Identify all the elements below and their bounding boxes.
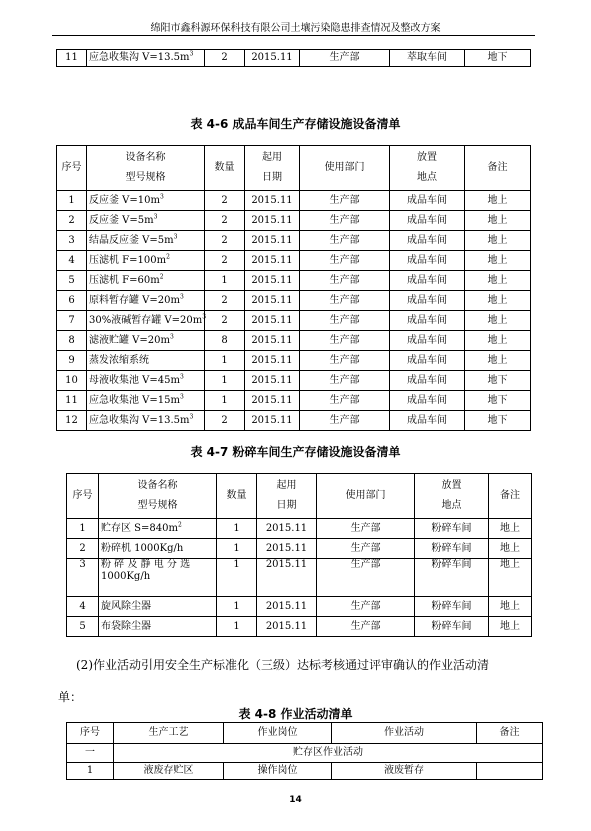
table-row [67,617,532,637]
quantity: 2 [205,231,245,251]
location: 萃取车间 [390,50,465,67]
department: 生产部 [300,50,390,67]
location: 成品车间 [390,331,465,351]
header-post: 作业岗位 [224,723,332,744]
location: 粉碎车间 [415,617,489,637]
note: 地上 [465,351,531,371]
location: 成品车间 [390,291,465,311]
table-row [57,251,531,271]
location: 成品车间 [390,211,465,231]
location: 粉碎车间 [415,597,489,617]
paragraph-line-2: 单： [58,690,83,704]
table-row [57,231,531,251]
equipment-name: 反应釜 $V=5m^3$ [87,211,205,231]
note: 地上 [465,211,531,231]
note: 地上 [465,271,531,291]
location: 成品车间 [390,191,465,211]
note [477,763,543,780]
start-date: 2015.11 [245,251,300,271]
quantity: 2 [205,50,245,67]
table-row [57,311,531,331]
location: 成品车间 [390,231,465,251]
note: 地下 [465,371,531,391]
note: 地上 [465,331,531,351]
equipment-name: 粉 碎 及 静 电 分 选 1000Kg/h [99,559,217,597]
table-row [57,371,531,391]
header-no: 序号 [57,146,87,191]
header-qty: 数量 [205,146,245,191]
start-date: 2015.11 [245,211,300,231]
row-number: 2 [57,211,87,231]
table-row [57,291,531,311]
row-number: 6 [57,291,87,311]
table-row [57,191,531,211]
quantity: 1 [205,391,245,411]
note: 地上 [489,559,532,597]
department: 生产部 [317,617,415,637]
start-date: 2015.11 [257,519,317,539]
process: 液废存贮区 [114,763,224,780]
header-activity: 作业活动 [332,723,477,744]
activity: 液废暂存 [332,763,477,780]
department: 生产部 [300,371,390,391]
quantity: 1 [217,539,257,559]
row-number: 1 [57,191,87,211]
table-row [57,411,531,431]
department: 生产部 [300,251,390,271]
table-4-8 [66,722,543,780]
table-4-7 [66,473,532,637]
equipment-name: 反应釜 $V=10m^3$ [87,191,205,211]
department: 生产部 [317,597,415,617]
top-continuation-table [56,49,531,67]
header-dept: 使用部门 [317,474,415,519]
start-date: 2015.11 [245,351,300,371]
note: 地上 [465,251,531,271]
note: 地上 [489,597,532,617]
table-row [67,597,532,617]
table-row [67,539,532,559]
quantity: 2 [205,251,245,271]
table-4-6-caption: 表 4-6 成品车间生产存储设施设备清单 [190,117,401,131]
note: 地上 [465,311,531,331]
equipment-name: 应急收集沟 $V=13.5m^3$ [87,50,205,67]
start-date: 2015.11 [245,291,300,311]
start-date: 2015.11 [245,311,300,331]
quantity: 2 [205,211,245,231]
row-number: 11 [57,50,87,67]
quantity: 2 [205,191,245,211]
start-date: 2015.11 [245,50,300,67]
start-date: 2015.11 [245,391,300,411]
section-title: 贮存区作业活动 [114,744,543,763]
row-number: 2 [67,539,99,559]
quantity: 1 [217,617,257,637]
department: 生产部 [300,191,390,211]
row-number: 12 [57,411,87,431]
row-number: 1 [67,519,99,539]
header-note: 备注 [489,474,532,519]
table-4-7-caption: 表 4-7 粉碎车间生产存储设施设备清单 [190,445,401,459]
note: 地下 [465,411,531,431]
page-header: 绵阳市鑫科源环保科技有限公司土壤污染隐患排查情况及整改方案 [150,23,441,34]
department: 生产部 [300,391,390,411]
table-row [57,331,531,351]
quantity: 1 [205,371,245,391]
table-header-row [57,146,531,191]
row-number: 4 [67,597,99,617]
table-row [57,351,531,371]
start-date: 2015.11 [257,597,317,617]
header-process: 生产工艺 [114,723,224,744]
note: 地上 [489,617,532,637]
location: 成品车间 [390,371,465,391]
header-note: 备注 [465,146,531,191]
table-4-8-caption: 表 4-8 作业活动清单 [238,707,353,721]
start-date: 2015.11 [257,539,317,559]
header-dept: 使用部门 [300,146,390,191]
header-loc: 放置 地点 [390,146,465,191]
quantity: 2 [205,311,245,331]
header-no: 序号 [67,723,114,744]
note: 地下 [465,391,531,411]
equipment-name: 粉碎机 1000Kg/h [99,539,217,559]
start-date: 2015.11 [245,271,300,291]
start-date: 2015.11 [245,191,300,211]
start-date: 2015.11 [257,617,317,637]
equipment-name: 旋风除尘器 [99,597,217,617]
header-name: 设备名称 型号规格 [87,146,205,191]
note: 地上 [465,231,531,251]
table-row [67,519,532,539]
quantity: 1 [217,597,257,617]
header-divider [52,35,535,36]
table-row [57,391,531,411]
start-date: 2015.11 [257,559,317,597]
start-date: 2015.11 [245,331,300,351]
department: 生产部 [300,351,390,371]
quantity: 8 [205,331,245,351]
start-date: 2015.11 [245,411,300,431]
department: 生产部 [317,539,415,559]
table-header-row [67,723,543,744]
quantity: 1 [205,351,245,371]
row-number: 3 [67,559,99,597]
start-date: 2015.11 [245,371,300,391]
row-number: 7 [57,311,87,331]
department: 生产部 [300,291,390,311]
header-date: 起用 日期 [245,146,300,191]
quantity: 2 [205,291,245,311]
row-number: 8 [57,331,87,351]
equipment-name: 应急收集沟 $V=13.5m^3$ [87,411,205,431]
department: 生产部 [300,311,390,331]
location: 成品车间 [390,271,465,291]
table-row [67,559,532,597]
header-loc: 放置 地点 [415,474,489,519]
department: 生产部 [317,559,415,597]
row-number: 1 [67,763,114,780]
header-qty: 数量 [217,474,257,519]
paragraph-line-1: (2)作业活动引用安全生产标准化（三级）达标考核通过评审确认的作业活动清 [76,658,490,672]
department: 生产部 [300,411,390,431]
row-number: 10 [57,371,87,391]
equipment-name: 30%液碱暂存罐 $V=20m^3$ [87,311,205,331]
table-4-6 [56,145,531,431]
equipment-name: 滤液贮罐 $V=20m^3$ [87,331,205,351]
table-row [57,50,531,67]
row-number: 5 [57,271,87,291]
header-date: 起用 日期 [257,474,317,519]
quantity: 1 [217,519,257,539]
equipment-name: 应急收集池 $V=15m^3$ [87,391,205,411]
department: 生产部 [317,519,415,539]
quantity: 2 [205,411,245,431]
note: 地下 [465,50,531,67]
equipment-name: 布袋除尘器 [99,617,217,637]
note: 地上 [465,291,531,311]
location: 成品车间 [390,351,465,371]
note: 地上 [489,539,532,559]
row-number: 9 [57,351,87,371]
equipment-name: 蒸发浓缩系统 [87,351,205,371]
quantity: 1 [205,271,245,291]
row-number: 11 [57,391,87,411]
department: 生产部 [300,211,390,231]
equipment-name: 压滤机 $F=60m^2$ [87,271,205,291]
equipment-name: 结晶反应釜 $V=5m^3$ [87,231,205,251]
location: 成品车间 [390,391,465,411]
location: 粉碎车间 [415,519,489,539]
table-header-row [67,474,532,519]
department: 生产部 [300,331,390,351]
equipment-name: 贮存区 $S=840m^2$ [99,519,217,539]
location: 粉碎车间 [415,559,489,597]
page-number: 14 [289,795,302,805]
header-note: 备注 [477,723,543,744]
quantity: 1 [217,559,257,597]
note: 地上 [489,519,532,539]
location: 成品车间 [390,311,465,331]
equipment-name: 压滤机 $F=100m^2$ [87,251,205,271]
location: 成品车间 [390,251,465,271]
department: 生产部 [300,231,390,251]
table-row [67,763,543,780]
equipment-name: 原料暂存罐 $V=20m^3$ [87,291,205,311]
equipment-name: 母液收集池 $V=45m^3$ [87,371,205,391]
row-number: 3 [57,231,87,251]
start-date: 2015.11 [245,231,300,251]
table-row [57,211,531,231]
location: 粉碎车间 [415,539,489,559]
row-number: 4 [57,251,87,271]
department: 生产部 [300,271,390,291]
row-number: 5 [67,617,99,637]
header-no: 序号 [67,474,99,519]
location: 成品车间 [390,411,465,431]
section-number: 一 [67,744,114,763]
header-name: 设备名称 型号规格 [99,474,217,519]
note: 地上 [465,191,531,211]
post: 操作岗位 [224,763,332,780]
table-row [57,271,531,291]
section-row [67,744,543,763]
